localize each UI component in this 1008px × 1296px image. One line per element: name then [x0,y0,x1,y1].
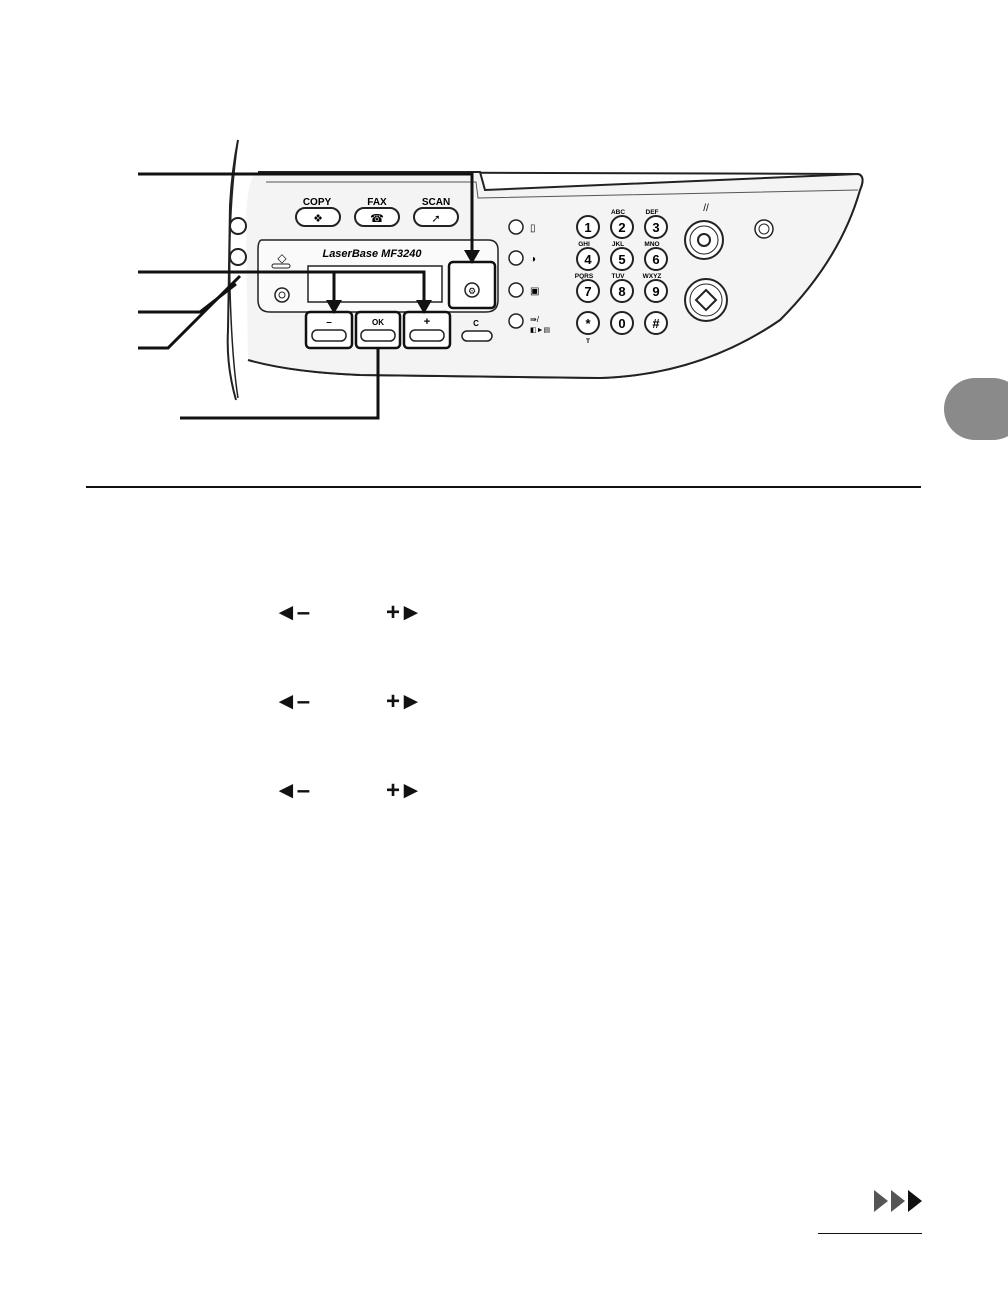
function-button-1[interactable] [509,220,523,234]
plus-button[interactable] [410,330,444,341]
numeric-keypad [575,209,667,345]
step-keys-2 [272,687,442,717]
left-round-button-2[interactable] [230,249,246,265]
stop-button[interactable] [685,221,723,259]
clear-label: C [473,319,479,328]
keypad-digit: 5 [618,252,626,267]
footer-rule [818,1233,922,1234]
keypad-letters: MNO [644,241,660,248]
keypad-digit: 3 [652,220,660,235]
keypad-letters: WXYZ [642,273,662,280]
keypad-digit: * [585,316,591,331]
reset-icon: // [703,203,709,214]
section-divider [86,486,921,488]
chapter-tab [944,378,1008,440]
function-button-3[interactable] [509,283,523,297]
minus-button[interactable] [312,330,346,341]
control-panel-illustration [0,0,1008,440]
two-sided-icon: ⇛/ [530,315,539,324]
status-indicator-icon: ◇ [277,251,287,265]
keypad-digit: 9 [652,284,660,299]
scan-label: SCAN [421,197,451,208]
start-button[interactable] [685,279,727,321]
left-round-button-1[interactable] [230,218,246,234]
keypad-digit: 7 [584,284,592,299]
keypad-digit: 4 [584,252,592,267]
step-keys-1 [272,598,442,628]
minus-key-ref: ◄– [274,777,310,804]
minus-key-ref: ◄– [274,688,310,715]
continue-arrows-icon [874,1188,926,1214]
document-icon: ▯ [530,223,536,234]
copy-label: COPY [302,197,332,208]
keypad-digit: 1 [584,220,592,235]
keypad-digit: 6 [652,252,660,267]
power-button[interactable] [755,220,773,238]
tone-label: T [586,338,590,345]
ok-label: OK [372,318,384,327]
model-name: LaserBase MF3240 [322,248,422,260]
minus-label: – [326,317,332,328]
fax-label: FAX [367,197,387,208]
copy-icon: ❖ [313,213,323,225]
energy-saver-icon[interactable] [275,288,289,302]
keypad-letters: ABC [610,209,626,216]
keypad-letters: JKL [611,241,625,248]
plus-label: + [423,316,431,328]
image-quality-icon: ▣ [530,286,540,297]
plus-key-ref: +► [386,777,422,804]
keypad-letters: PQRS [574,273,594,280]
fax-icon: ☎ [370,213,384,225]
keypad-letters: GHI [578,241,590,248]
plus-key-ref: +► [386,688,422,715]
ok-button[interactable] [361,330,395,341]
keypad-digit: 2 [618,220,626,235]
keypad-digit: # [652,316,660,331]
step-keys-3 [272,776,442,806]
menu-icon: ⚙ [467,286,477,296]
density-icon: ◑ [530,254,537,265]
keypad-letters: DEF [645,209,659,216]
keypad-digit: 0 [618,316,626,331]
function-button-4[interactable] [509,314,523,328]
keypad-digit: 8 [618,284,626,299]
keypad-letters: TUV [611,273,625,280]
function-button-2[interactable] [509,251,523,265]
scan-icon: ➚ [431,213,441,225]
minus-key-ref: ◄– [274,599,310,626]
collate-icon: ◧►▤ [530,327,551,334]
plus-key-ref: +► [386,599,422,626]
clear-button[interactable] [462,331,492,341]
